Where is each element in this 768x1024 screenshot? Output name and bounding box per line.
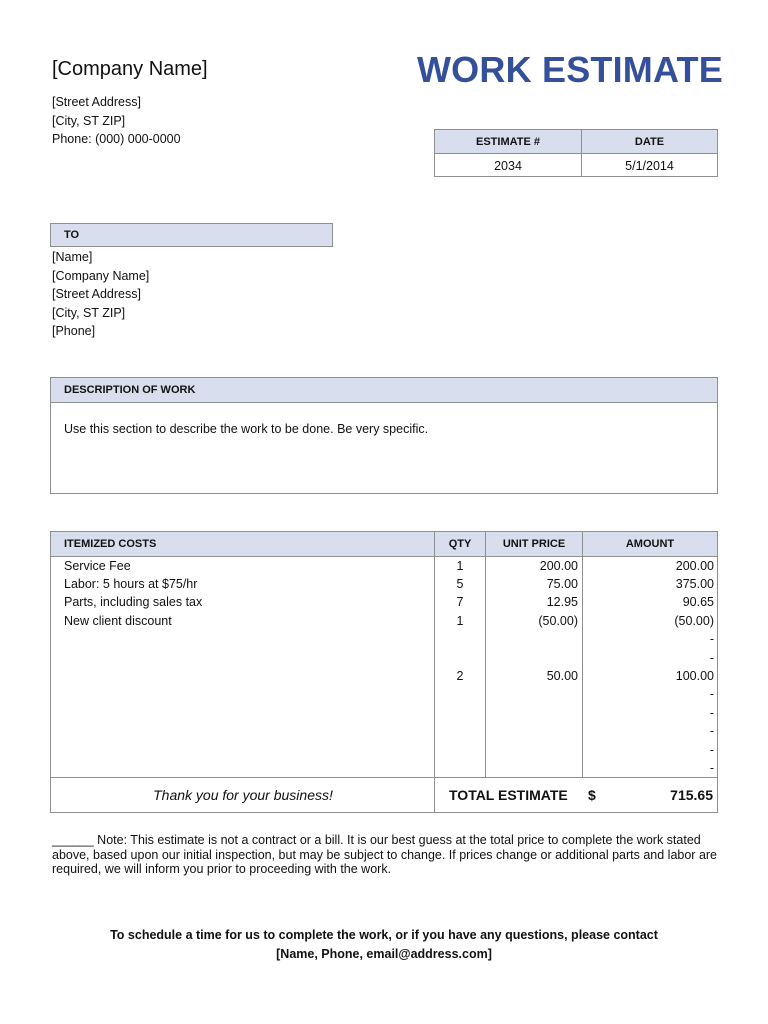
item-unit-price: 75.00: [546, 576, 578, 591]
item-unit-price: 200.00: [539, 558, 578, 573]
total-estimate-value: 715.65: [670, 787, 713, 803]
item-amount: 200.00: [675, 558, 714, 573]
to-header: [50, 223, 333, 247]
table-row: [51, 724, 717, 742]
item-amount: -: [709, 705, 714, 720]
total-currency-symbol: $: [588, 787, 596, 803]
item-amount: 90.65: [682, 595, 714, 610]
item-description: Parts, including sales tax: [64, 595, 203, 610]
company-street-address: [Street Address]: [52, 95, 141, 109]
table-row: [51, 632, 717, 650]
description-text: Use this section to describe the work to be done. Be very specific.: [64, 422, 429, 436]
item-qty: 7: [456, 595, 464, 610]
item-amount: -: [709, 760, 714, 775]
table-row: [51, 595, 717, 613]
item-unit-price: (50.00): [538, 613, 578, 628]
estimate-number-header: ESTIMATE #: [435, 130, 582, 154]
table-row: [51, 559, 717, 577]
itemized-costs-header: ITEMIZED COSTS: [64, 538, 157, 550]
to-street-address: [Street Address]: [52, 287, 141, 301]
unit-price-header: UNIT PRICE: [502, 538, 566, 550]
contact-block: [52, 926, 716, 964]
itemized-costs-table: [50, 531, 718, 813]
to-city-state-zip: [City, ST ZIP]: [52, 305, 126, 320]
table-row: [51, 577, 717, 595]
company-phone: Phone: (000) 000-0000: [52, 132, 181, 146]
company-name: [Company Name]: [52, 58, 208, 80]
table-row: [51, 669, 717, 687]
item-amount: 375.00: [675, 576, 714, 591]
item-description: New client discount: [64, 613, 172, 628]
to-company-name: [Company Name]: [52, 268, 150, 283]
document-title: WORK ESTIMATE: [417, 49, 723, 90]
item-amount: 100.00: [675, 668, 714, 683]
to-label: TO: [64, 229, 80, 241]
contact-line: To schedule a time for us to complete the work, or if you have any questions, please contact: [110, 928, 658, 942]
item-amount: -: [709, 742, 714, 757]
item-qty: 1: [456, 613, 464, 628]
item-qty: 5: [456, 576, 464, 591]
estimate-info-table: [434, 129, 718, 177]
to-phone: [Phone]: [52, 324, 96, 338]
date-header: DATE: [582, 130, 717, 154]
amount-header: AMOUNT: [625, 538, 675, 550]
item-description: Service Fee: [64, 558, 131, 573]
company-city-state-zip: [City, ST ZIP]: [52, 113, 126, 128]
qty-header: QTY: [448, 538, 472, 550]
description-label: DESCRIPTION OF WORK: [64, 384, 196, 396]
table-row: [51, 761, 717, 779]
item-unit-price: 50.00: [546, 668, 578, 683]
table-row: [51, 651, 717, 669]
contact-details: [Name, Phone, email@address.com]: [276, 947, 492, 961]
item-amount: -: [709, 724, 714, 739]
date-value: 5/1/2014: [625, 158, 674, 173]
table-row: [51, 687, 717, 705]
description-header: [51, 378, 717, 403]
item-qty: 1: [456, 558, 464, 573]
item-description: Labor: 5 hours at $75/hr: [64, 576, 198, 591]
item-amount: -: [709, 687, 714, 702]
thank-you-message: Thank you for your business!: [153, 787, 333, 803]
table-row: [51, 614, 717, 632]
itemized-costs-header-row: [51, 532, 717, 557]
total-estimate-label: TOTAL ESTIMATE: [449, 787, 568, 803]
item-amount: (50.00): [674, 613, 714, 628]
table-row: [51, 743, 717, 761]
item-amount: -: [709, 650, 714, 665]
item-qty: 2: [456, 668, 464, 683]
to-name: [Name]: [52, 250, 93, 264]
item-amount: -: [709, 632, 714, 647]
table-row: [51, 706, 717, 724]
estimate-note: ______ Note: This estimate is not a contract or a bill. It is our best guess at the total price to complete the work stated above, based upon our initial inspection, but may be subject to change. If prices change or additional parts and labor are required, we will inform you prior to proceeding with the work.: [52, 833, 718, 877]
item-unit-price: 12.95: [546, 595, 578, 610]
estimate-number-value: 2034: [435, 154, 582, 177]
description-section: [50, 377, 718, 494]
